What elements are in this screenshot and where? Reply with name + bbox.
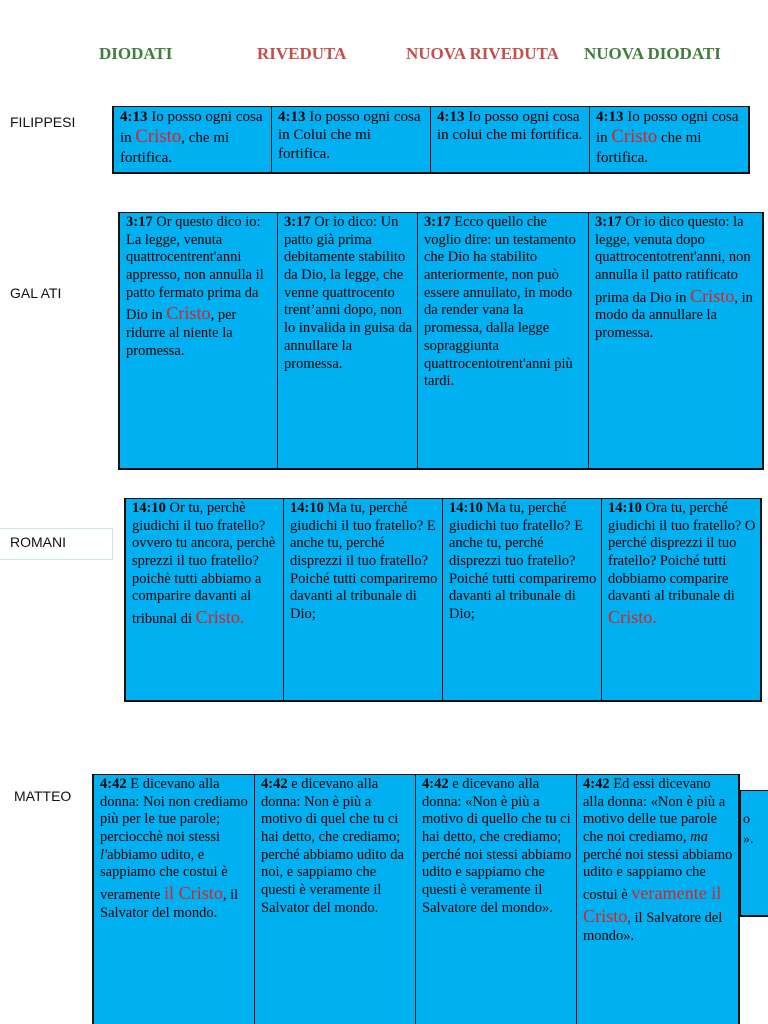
partial-text-2: ».: [743, 832, 754, 847]
verse-number: 3:17: [126, 214, 153, 230]
verse-cell-nuova-riveduta: [442, 498, 601, 700]
verse-text: Ora tu, perché giudichi il tuo fratello? O perché disprezzi il tuo fratello? Poiché tutti dobbiamo comparire davanti al tribunale di: [608, 500, 756, 605]
verse-number: 3:17: [595, 214, 622, 230]
verse-number: 4:13: [120, 109, 148, 125]
verse-row-filippesi: [112, 106, 750, 174]
header-nuova-riveduta: NUOVA RIVEDUTA: [406, 44, 559, 63]
verse-cell-diodati: [92, 774, 254, 1024]
italic-word: ma: [690, 829, 708, 846]
verse-cell-diodati: [112, 106, 271, 172]
partial-text-1: o: [743, 812, 750, 827]
verse-cell-diodati: [124, 498, 283, 700]
verse-cell-nuova-diodati: [589, 106, 748, 172]
verse-cell-diodati: [118, 212, 277, 468]
highlighted-word: Cristo: [135, 126, 182, 148]
italic-word: l': [100, 846, 108, 863]
header-riveduta: RIVEDUTA: [257, 44, 347, 63]
verse-text: Io posso ogni cosa in Colui che mi fortifica.: [278, 109, 421, 162]
verse-cell-nuova-riveduta: [430, 106, 589, 172]
highlighted-word: veramente il Cristo: [583, 883, 722, 926]
book-label-filippesi: FILIPPESI: [10, 114, 76, 130]
verse-number: 4:13: [596, 109, 624, 125]
verse-text: , che mi fortifica.: [120, 130, 230, 167]
verse-text: Or tu, perchè giudichi il tuo fratello? ovvero tu ancora, perchè sprezzi il tuo fratello? poichè tutti abbiamo a comparire davanti al tribunal di: [132, 500, 276, 628]
highlighted-word: Cristo.: [608, 607, 657, 628]
verse-cell-riveduta: [277, 212, 417, 468]
verse-row-matteo: [92, 774, 740, 1024]
verse-text: e dicevano alla donna: Non è più a motivo di quel che tu ci hai detto, che crediamo; perché abbiamo udito da noi, e sappiamo che questi è veramente il Salvator del mondo.: [261, 776, 404, 916]
verse-text: Ed essi dicevano alla donna: «Non è più a motivo delle tue parole che noi crediamo,: [583, 776, 726, 846]
header-nuova-diodati: NUOVA DIODATI: [584, 44, 721, 63]
verse-number: 3:17: [424, 214, 451, 230]
verse-row-galati: [118, 212, 764, 470]
verse-text: Or io dico questo: la legge, venuta dopo quattrocentotrent'anni, non annulla il patto ratificato prima da Dio in: [595, 214, 751, 306]
book-label-romani: ROMANI: [10, 534, 66, 550]
highlighted-word: il Cristo: [164, 883, 223, 904]
verse-row-romani: [124, 498, 762, 702]
verse-number: 4:42: [583, 776, 610, 792]
verse-cell-riveduta: [271, 106, 430, 172]
verse-number: 4:42: [261, 776, 288, 792]
highlighted-word: Cristo: [690, 285, 735, 306]
verse-number: 4:42: [422, 776, 449, 792]
book-label-galati: GAL ATI: [10, 285, 62, 301]
verse-text: , per ridurre al niente la promessa.: [126, 307, 237, 359]
verse-text: Io posso ogni cosa in: [596, 109, 739, 147]
verse-text: E dicevano alla donna: Noi non crediamo più per le tue parole; perciocchè noi stessi: [100, 776, 248, 846]
verse-cell-nuova-riveduta: [417, 212, 588, 468]
verse-text: Io posso ogni cosa in colui che mi fortifica.: [437, 109, 583, 144]
verse-text: Ma tu, perché giudichi tuo fratello? E anche tu, perché disprezzi tuo fratello? Poiché tutti compariremo davanti al tribunale di Dio;: [449, 500, 597, 623]
partial-verse-box: [740, 790, 768, 917]
verse-text: perché noi stessi abbiamo udito e sappiamo che costui è: [583, 846, 733, 904]
verse-text: Or io dico: Un patto già prima debitamente stabilito da Dio, la legge, che venne quattrocento trent’anni dopo, non lo invalida in guisa da annullare la promessa.: [284, 214, 413, 372]
verse-text: , in modo da annullare la promessa.: [595, 289, 753, 342]
verse-cell-nuova-diodati: [601, 498, 760, 700]
verse-cell-nuova-diodati: [576, 774, 738, 1024]
highlighted-word: Cristo: [611, 126, 658, 148]
highlighted-word: Cristo: [166, 303, 211, 324]
verse-number: 14:10: [290, 500, 324, 516]
verse-number: 14:10: [132, 500, 166, 516]
verse-text: Io posso ogni cosa in: [120, 109, 263, 147]
highlighted-word: Cristo.: [195, 607, 245, 628]
verse-text: Ecco quello che voglio dire: un testamento che Dio ha stabilito anteriormente, non può essere annullato, in modo da render vana la promessa, dalla legge sopraggiunta quattrocentotrent'anni più tardi.: [424, 214, 576, 390]
verse-cell-riveduta: [254, 774, 415, 1024]
header-diodati: DIODATI: [99, 44, 173, 63]
verse-number: 4:13: [437, 109, 465, 125]
verse-number: 14:10: [449, 500, 483, 516]
verse-text: Or questo dico io: La legge, venuta quattrocentrent'anni appresso, non annulla il patto fermato prima da Dio in: [126, 214, 264, 324]
verse-number: 4:13: [278, 109, 306, 125]
verse-cell-nuova-diodati: [588, 212, 762, 468]
verse-cell-nuova-riveduta: [415, 774, 576, 1024]
verse-text: che mi fortifica.: [596, 130, 702, 167]
verse-number: 3:17: [284, 214, 311, 230]
verse-text: abbiamo udito, e sappiamo che costui è veramente: [100, 846, 228, 904]
verse-text: , il Salvator del mondo.: [100, 887, 239, 921]
verse-number: 4:42: [100, 776, 127, 792]
book-label-matteo: MATTEO: [14, 788, 72, 804]
verse-cell-riveduta: [283, 498, 442, 700]
verse-text: , il Salvatore del mondo».: [583, 909, 723, 944]
verse-number: 14:10: [608, 500, 642, 516]
verse-text: e dicevano alla donna: «Non è più a motivo di quello che tu ci hai detto, che crediamo; perché noi stessi abbiamo udito e sappiamo che questi è veramente il Salvatore del mondo».: [422, 776, 572, 916]
verse-text: Ma tu, perché giudichi il tuo fratello? E anche tu, perché disprezzi il tuo fratello? Poiché tutti compariremo davanti al tribunale di Dio;: [290, 500, 438, 623]
